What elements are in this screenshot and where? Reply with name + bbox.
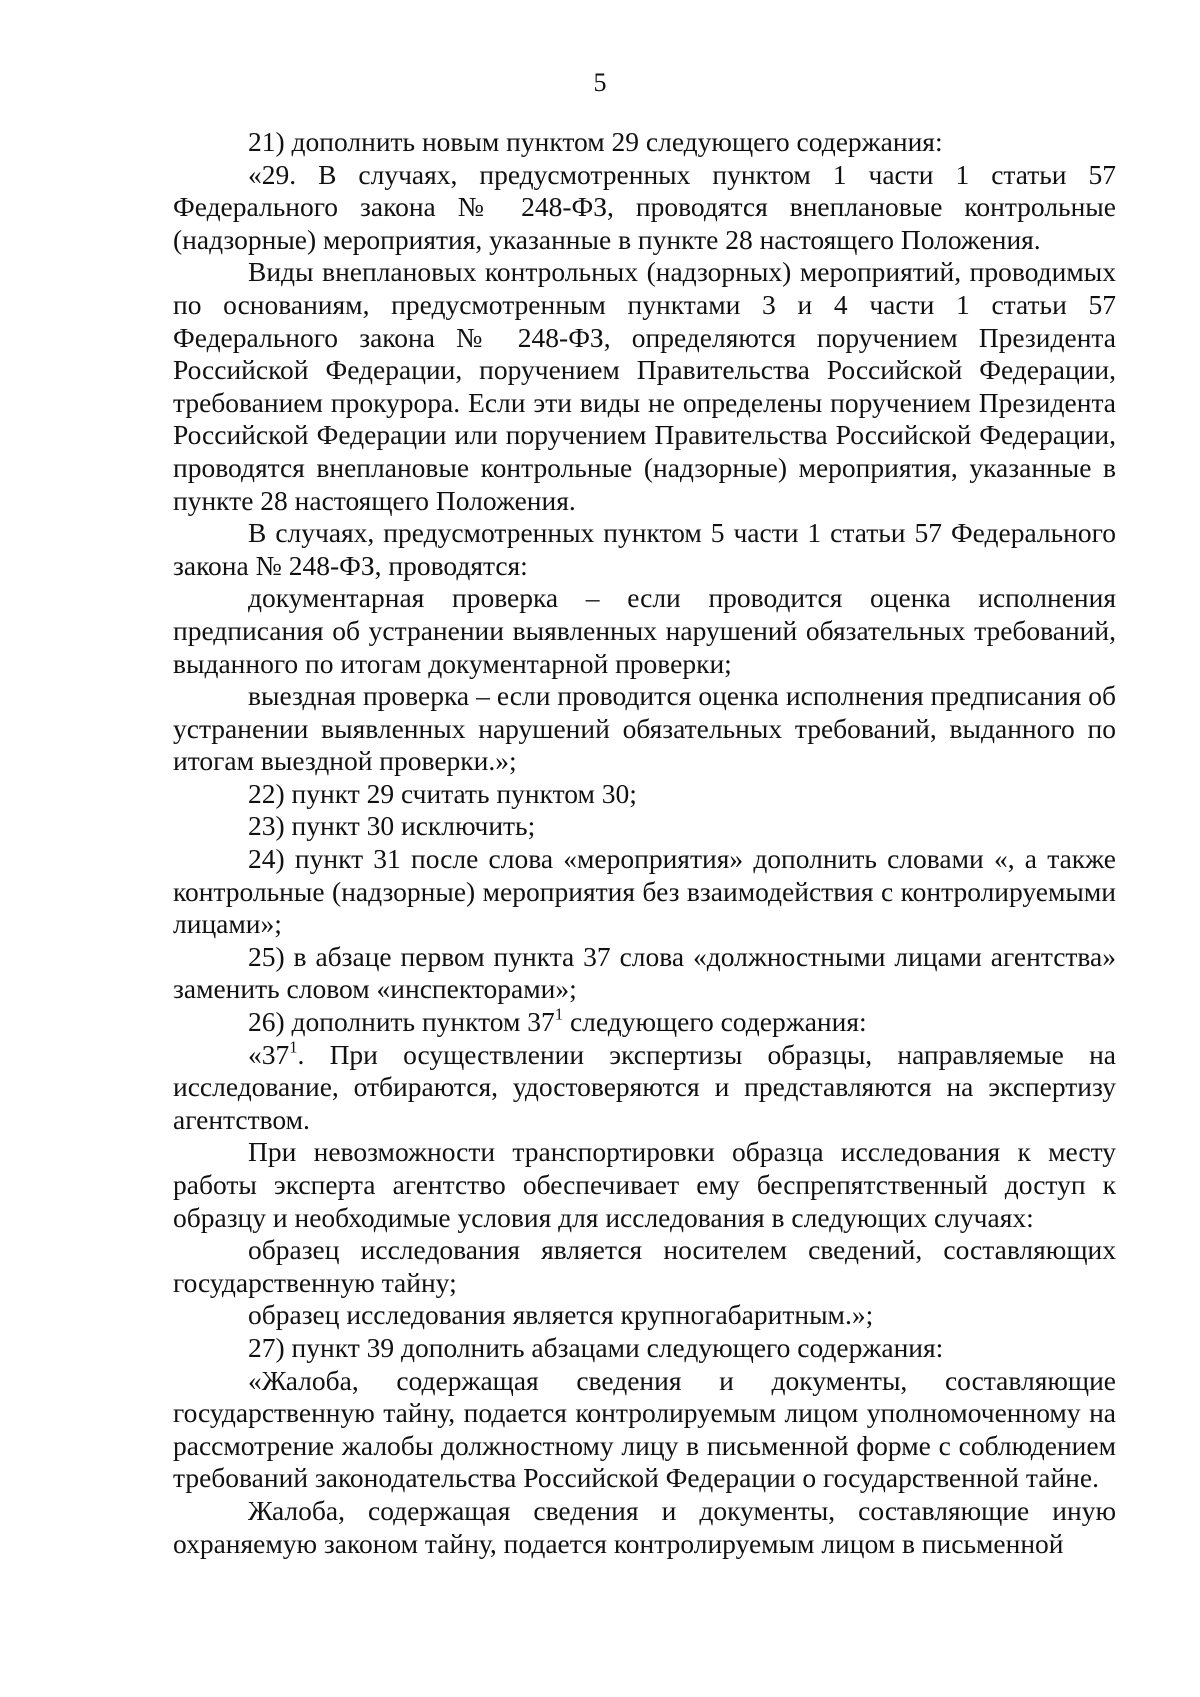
paragraph-item-24: 24) пункт 31 после слова «мероприятия» дополнить словами «, а также контрольные (надзорные) мероприятия без взаимодействия с контролируемыми лицами»; (173, 843, 1116, 940)
paragraph-complaint-state-secret: «Жалоба, содержащая сведения и документы, составляющие государственную тайну, подается контролируемым лицом уполномоченному на рассмотрение жалобы должностному лицу в письменной форме с соблюдением требований законодательства Российской Федерации о государственной тайне. (173, 1364, 1116, 1494)
paragraph-documentary-check: документарная проверка – если проводится оценка исполнения предписания об устранении выявленных нарушений обязательных требований, выданного по итогам документарной проверки; (173, 582, 1116, 679)
paragraph-item-26 (173, 1006, 1116, 1039)
document-body (173, 126, 1116, 1560)
paragraph-item-23: 23) пункт 30 исключить; (248, 810, 536, 842)
paragraph-unplanned-inspection-types: Виды внеплановых контрольных (надзорных) мероприятий, проводимых по основаниям, предусмотренным пунктами 3 и 4 части 1 статьи 57 Федерального закона № 248-ФЗ, определяются поручением Президента Российской Федерации, поручением Правительства Российской Федерации, требованием прокурора. Если эти виды не определены поручением Президента Российской Федерации или поручением Правительства Российской Федерации, проводятся внеплановые контрольные (надзорные) мероприятия, указанные в пункте 28 настоящего Положения. (173, 256, 1116, 516)
paragraph-transport-impossible: При невозможности транспортировки образца исследования к месту работы эксперта агентство обеспечивает ему беспрепятственный доступ к образцу и необходимые условия для исследования в следующих случаях: (173, 1136, 1116, 1233)
paragraph-item-26-post: следующего содержания: (563, 1006, 867, 1038)
paragraph-item-25: 25) в абзаце первом пункта 37 слова «должностными лицами агентства» заменить словом «инспекторами»; (173, 940, 1116, 1005)
paragraph-new-point-37-1 (173, 1039, 1116, 1137)
paragraph-item-26-pre: 26) дополнить пунктом 37 (248, 1006, 555, 1038)
paragraph-37-1-post: . При осуществлении экспертизы образцы, направляемые на исследование, отбираются, удостоверяются и представляются на экспертизу агентством. (173, 1038, 1116, 1135)
paragraph-complaint-other-secret: Жалоба, содержащая сведения и документы, составляющие иную охраняемую законом тайну, подается контролируемым лицом в письменной (173, 1494, 1116, 1559)
paragraph-item-27: 27) пункт 39 дополнить абзацами следующего содержания: (248, 1331, 944, 1363)
paragraph-point-5-cases: В случаях, предусмотренных пунктом 5 части 1 статьи 57 Федерального закона № 248-ФЗ, проводятся: (173, 517, 1116, 581)
paragraph-new-point-29: «29. В случаях, предусмотренных пунктом 1 части 1 статьи 57 Федерального закона № 248-ФЗ, проводятся внеплановые контрольные (надзорные) мероприятия, указанные в пункте 28 настоящего Положения. (173, 158, 1116, 255)
paragraph-field-check: выездная проверка – если проводится оценка исполнения предписания об устранении выявленных нарушений обязательных требований, выданного по итогам выездной проверки.»; (173, 680, 1116, 777)
page-number: 5 (593, 68, 607, 97)
superscript: 1 (289, 1037, 298, 1057)
paragraph-item-22: 22) пункт 29 считать пунктом 30; (248, 777, 637, 809)
paragraph-large-sample-case: образец исследования является крупногабаритным.»; (248, 1299, 874, 1331)
superscript: 1 (554, 1004, 564, 1024)
paragraph-state-secret-case: образец исследования является носителем сведений, составляющих государственную тайну; (173, 1234, 1116, 1298)
paragraph-37-1-pre: «37 (248, 1038, 290, 1070)
paragraph-item-21: 21) дополнить новым пунктом 29 следующего содержания: (248, 126, 943, 157)
